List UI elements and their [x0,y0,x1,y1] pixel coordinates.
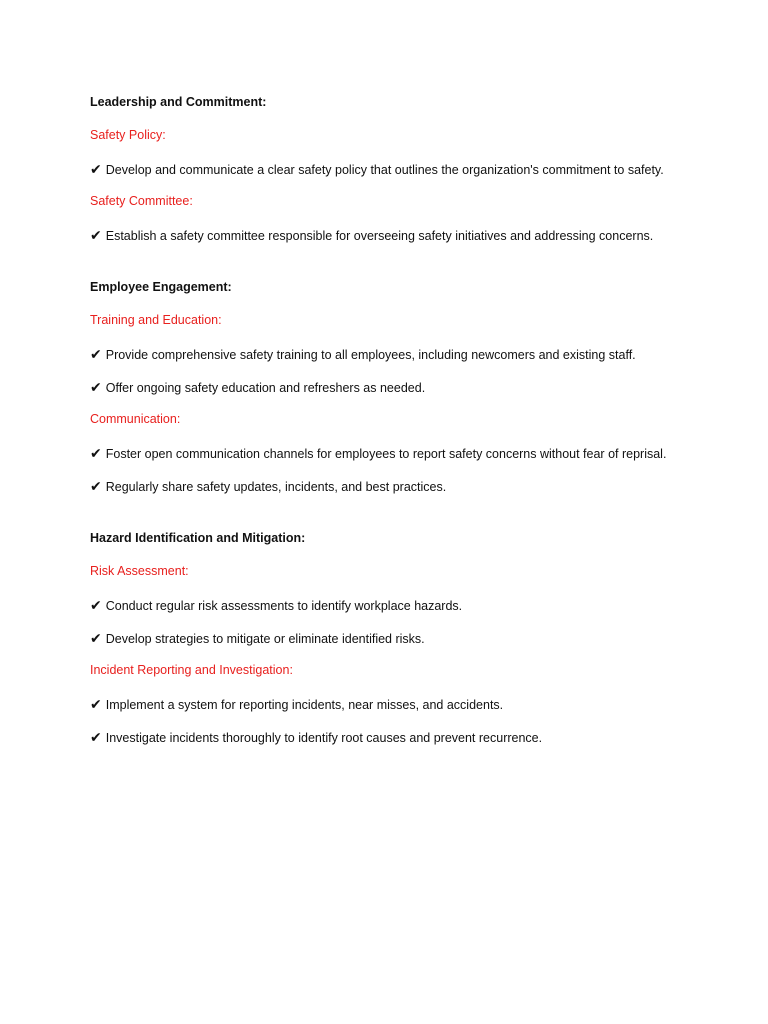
list-item [90,444,670,464]
group-title: Training and Education: [90,313,222,327]
list-item [90,378,670,398]
group-safety-committee [90,193,670,246]
group-title: Incident Reporting and Investigation: [90,663,293,677]
checkmark-icon: ✔ [90,697,102,713]
list-item [90,160,670,180]
list-item [90,728,670,748]
checkmark-icon: ✔ [90,446,102,462]
list-item [90,629,670,649]
list-item [90,596,670,616]
group-incident-reporting-and-investigation [90,662,670,748]
group-title: Communication: [90,412,181,426]
list-item-text: Conduct regular risk assessments to identify workplace hazards. [105,599,463,613]
checkmark-icon: ✔ [90,162,102,178]
list-item [90,345,670,365]
checkmark-icon: ✔ [90,598,102,614]
list-item-text: Establish a safety committee responsible for overseeing safety initiatives and addressing concerns. [105,229,654,243]
checkmark-icon: ✔ [90,631,102,647]
list-item [90,695,670,715]
checkmark-icon: ✔ [90,380,102,396]
list-item [90,477,670,497]
group-title: Safety Policy: [90,128,166,142]
checkmark-icon: ✔ [90,730,102,746]
list-item-text: Offer ongoing safety education and refreshers as needed. [105,381,426,395]
section-heading: Hazard Identification and Mitigation: [90,531,306,545]
list-item-text: Provide comprehensive safety training to all employees, including newcomers and existing staff. [105,348,636,362]
checkmark-icon: ✔ [90,228,102,244]
list-item-text: Regularly share safety updates, incidents, and best practices. [105,480,447,494]
group-title: Safety Committee: [90,194,193,208]
list-item-text: Develop and communicate a clear safety policy that outlines the organization's commitment to safety. [105,163,664,177]
group-title: Risk Assessment: [90,564,189,578]
section-employee-engagement [90,279,670,497]
group-communication [90,411,670,497]
checkmark-icon: ✔ [90,347,102,363]
group-training-and-education [90,312,670,398]
list-item-text: Implement a system for reporting incidents, near misses, and accidents. [105,698,504,712]
section-hazard-identification-and-mitigation [90,530,670,748]
checkmark-icon: ✔ [90,479,102,495]
group-risk-assessment [90,563,670,649]
section-heading: Leadership and Commitment: [90,95,267,109]
document-page [90,94,670,761]
list-item-text: Foster open communication channels for employees to report safety concerns without fear of reprisal. [105,447,667,461]
list-item [90,226,670,246]
list-item-text: Investigate incidents thoroughly to identify root causes and prevent recurrence. [105,731,543,745]
section-heading: Employee Engagement: [90,280,232,294]
section-leadership-and-commitment [90,94,670,246]
list-item-text: Develop strategies to mitigate or eliminate identified risks. [105,632,425,646]
group-safety-policy [90,127,670,180]
